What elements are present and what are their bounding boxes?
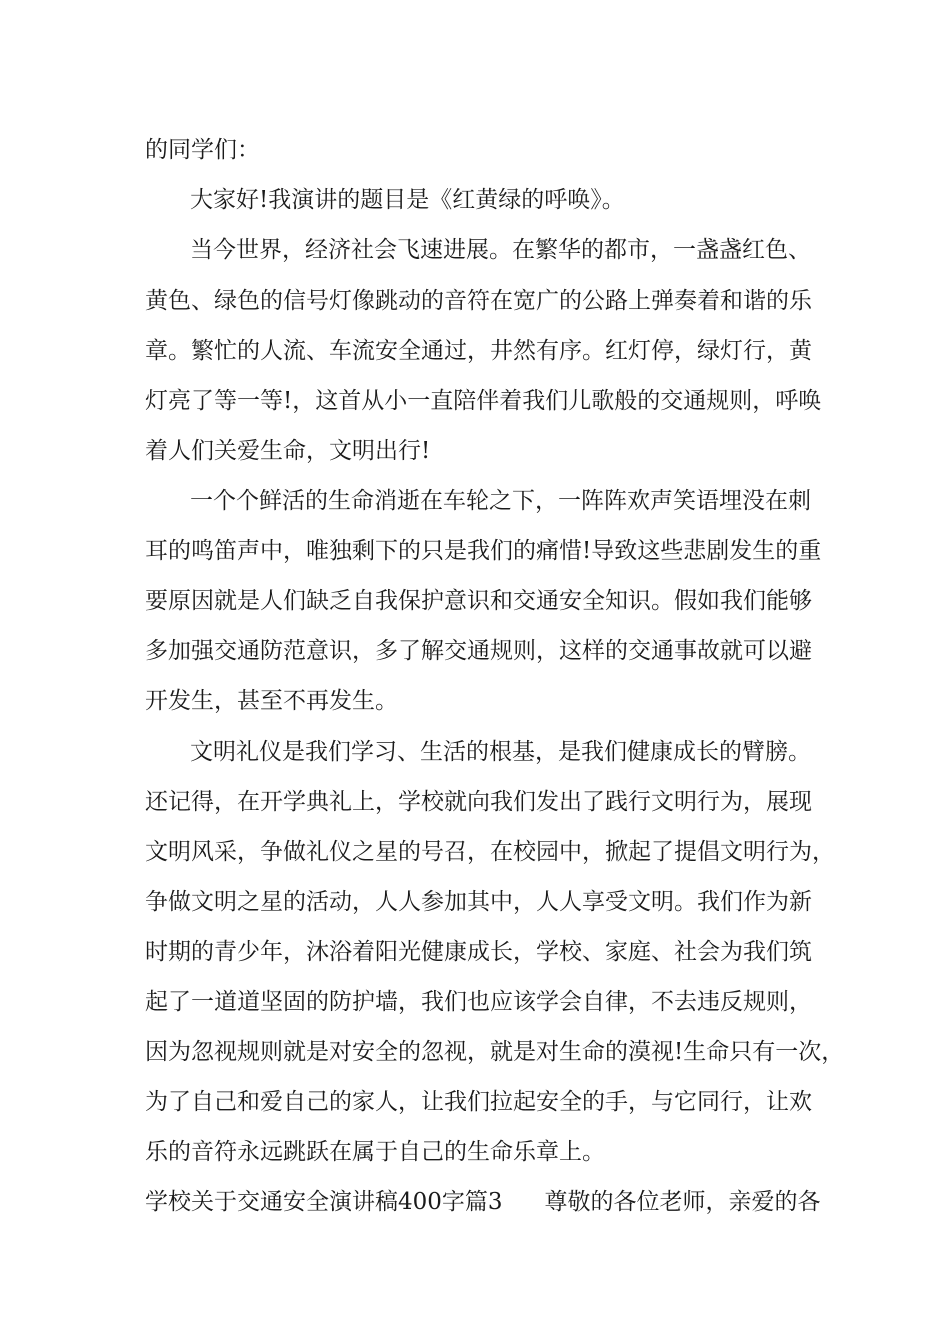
section-heading-continuation: 尊敬的各位老师，亲爱的各 xyxy=(544,1189,821,1215)
text-line: 当今世界，经济社会飞速进展。在繁华的都市，一盏盏红色、 xyxy=(190,237,811,263)
text-line: 时期的青少年，沐浴着阳光健康成长，学校、家庭、社会为我们筑 xyxy=(145,939,812,965)
text-line: 大家好!我演讲的题目是《红黄绿的呼唤》。 xyxy=(190,187,625,213)
text-line: 一个个鲜活的生命消逝在车轮之下，一阵阵欢声笑语埋没在刺 xyxy=(190,488,811,514)
text-line: 灯亮了等一等!，这首从小一直陪伴着我们儿歌般的交通规则，呼唤 xyxy=(145,388,822,414)
text-line: 乐的音符永远跳跃在属于自己的生命乐章上。 xyxy=(145,1139,605,1165)
text-line: 起了一道道坚固的防护墙，我们也应该学会自律，不去违反规则， xyxy=(145,989,812,1015)
text-line: 文明礼仪是我们学习、生活的根基，是我们健康成长的臂膀。 xyxy=(190,739,811,765)
text-line: 黄色、绿色的信号灯像跳动的音符在宽广的公路上弹奏着和谐的乐 xyxy=(145,288,812,314)
text-line: 多加强交通防范意识，多了解交通规则，这样的交通事故就可以避 xyxy=(145,638,812,664)
text-line: 要原因就是人们缺乏自我保护意识和交通安全知识。假如我们能够 xyxy=(145,588,812,614)
text-line: 为了自己和爱自己的家人，让我们拉起安全的手，与它同行，让欢 xyxy=(145,1089,812,1115)
text-line: 争做文明之星的活动，人人参加其中，人人享受文明。我们作为新 xyxy=(145,889,812,915)
section-heading-line xyxy=(145,1182,821,1222)
section-heading: 学校关于交通安全演讲稿400字篇3 xyxy=(145,1189,503,1215)
text-line: 文明风采，争做礼仪之星的号召，在校园中，掀起了提倡文明行为， xyxy=(145,839,835,865)
text-line: 的同学们： xyxy=(145,137,260,163)
text-line: 耳的鸣笛声中，唯独剩下的只是我们的痛惜!导致这些悲剧发生的重 xyxy=(145,538,822,564)
text-line: 因为忽视规则就是对安全的忽视，就是对生命的漠视!生命只有一次， xyxy=(145,1039,845,1065)
text-line: 章。繁忙的人流、车流安全通过，井然有序。红灯停，绿灯行，黄 xyxy=(145,338,812,364)
text-line: 着人们关爱生命，文明出行! xyxy=(145,438,431,464)
text-line: 还记得，在开学典礼上，学校就向我们发出了践行文明行为，展现 xyxy=(145,789,812,815)
text-line: 开发生，甚至不再发生。 xyxy=(145,688,398,714)
